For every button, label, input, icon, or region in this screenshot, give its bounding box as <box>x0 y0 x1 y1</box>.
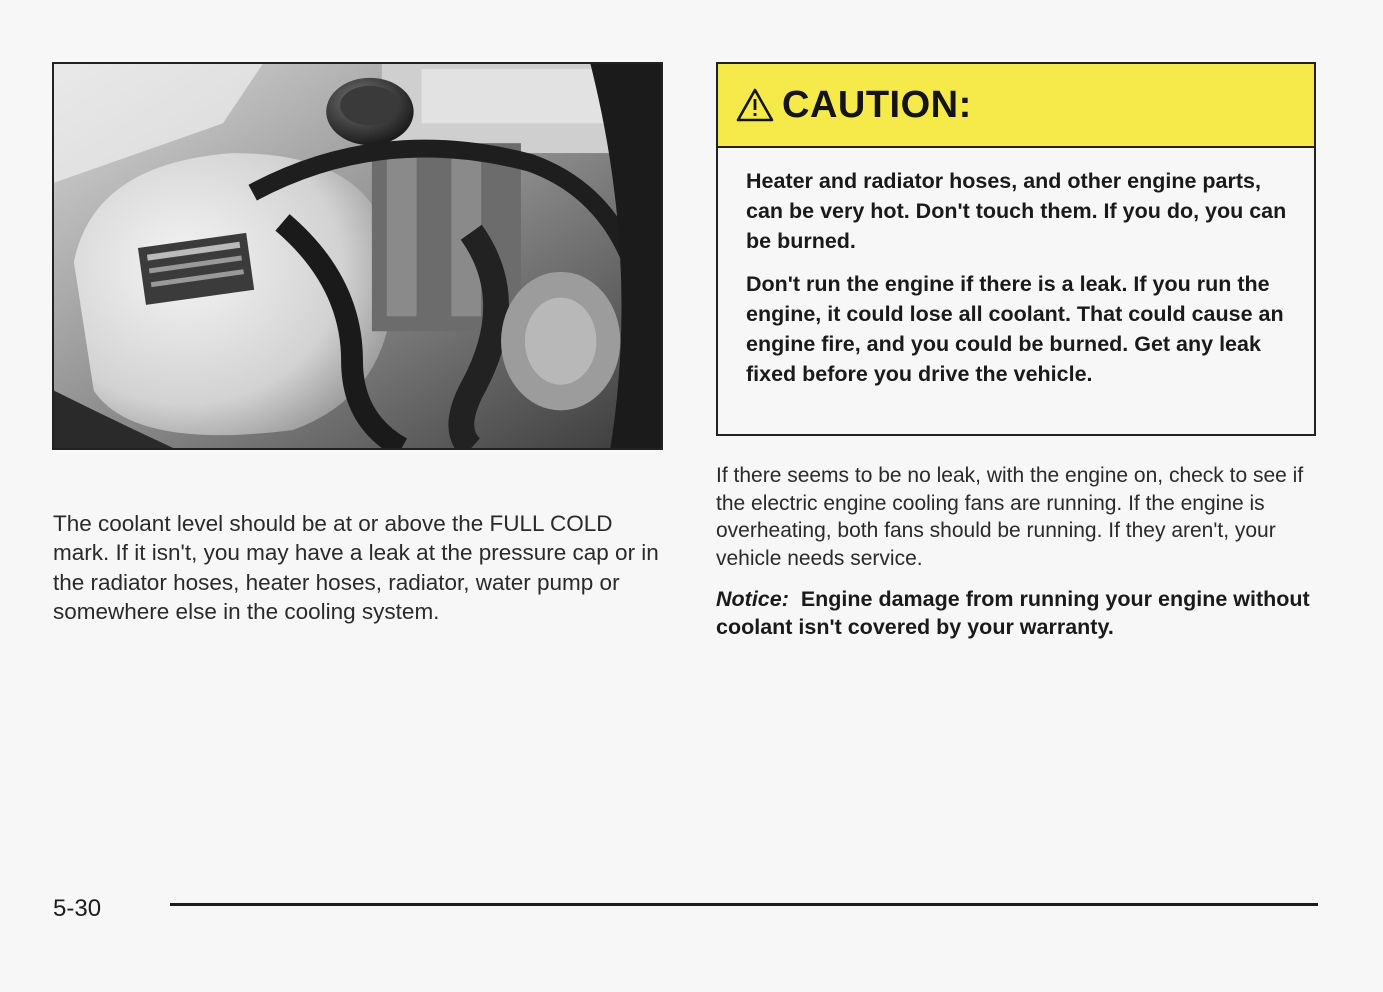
caution-body <box>718 148 1314 389</box>
notice-paragraph <box>716 585 1316 641</box>
page-number: 5-30 <box>53 895 102 922</box>
notice-text: Engine damage from running your engine without coolant isn't covered by your warranty. <box>716 587 1310 639</box>
engine-coolant-reservoir-photo-icon <box>54 64 661 448</box>
caution-box <box>716 62 1316 436</box>
footer-rule <box>170 903 1318 906</box>
caution-header <box>718 64 1314 148</box>
warning-triangle-icon <box>736 88 774 122</box>
caution-paragraph-leak: Don't run the engine if there is a leak. If you run the engine, it could lose all coolant. That could cause an engine fire, and you could be burned. Get any leak fixed before you drive the vehicle. <box>746 272 1284 386</box>
cooling-fans-paragraph: If there seems to be no leak, with the engine on, check to see if the electric engine cooling fans are running. If the engine is overheating, both fans should be running. If they aren't, your vehicle needs service. <box>716 464 1304 570</box>
caution-paragraph-hot-parts: Heater and radiator hoses, and other engine parts, can be very hot. Don't touch them. If you do, you can be burned. <box>746 169 1287 253</box>
engine-photo <box>52 62 663 450</box>
notice-label: Notice: <box>716 587 789 611</box>
caution-title: CAUTION: <box>782 83 972 126</box>
coolant-level-paragraph: The coolant level should be at or above the FULL COLD mark. If it isn't, you may have a leak at the pressure cap or in the radiator hoses, heater hoses, radiator, water pump or somewhere else in the cooling system. <box>53 510 659 624</box>
